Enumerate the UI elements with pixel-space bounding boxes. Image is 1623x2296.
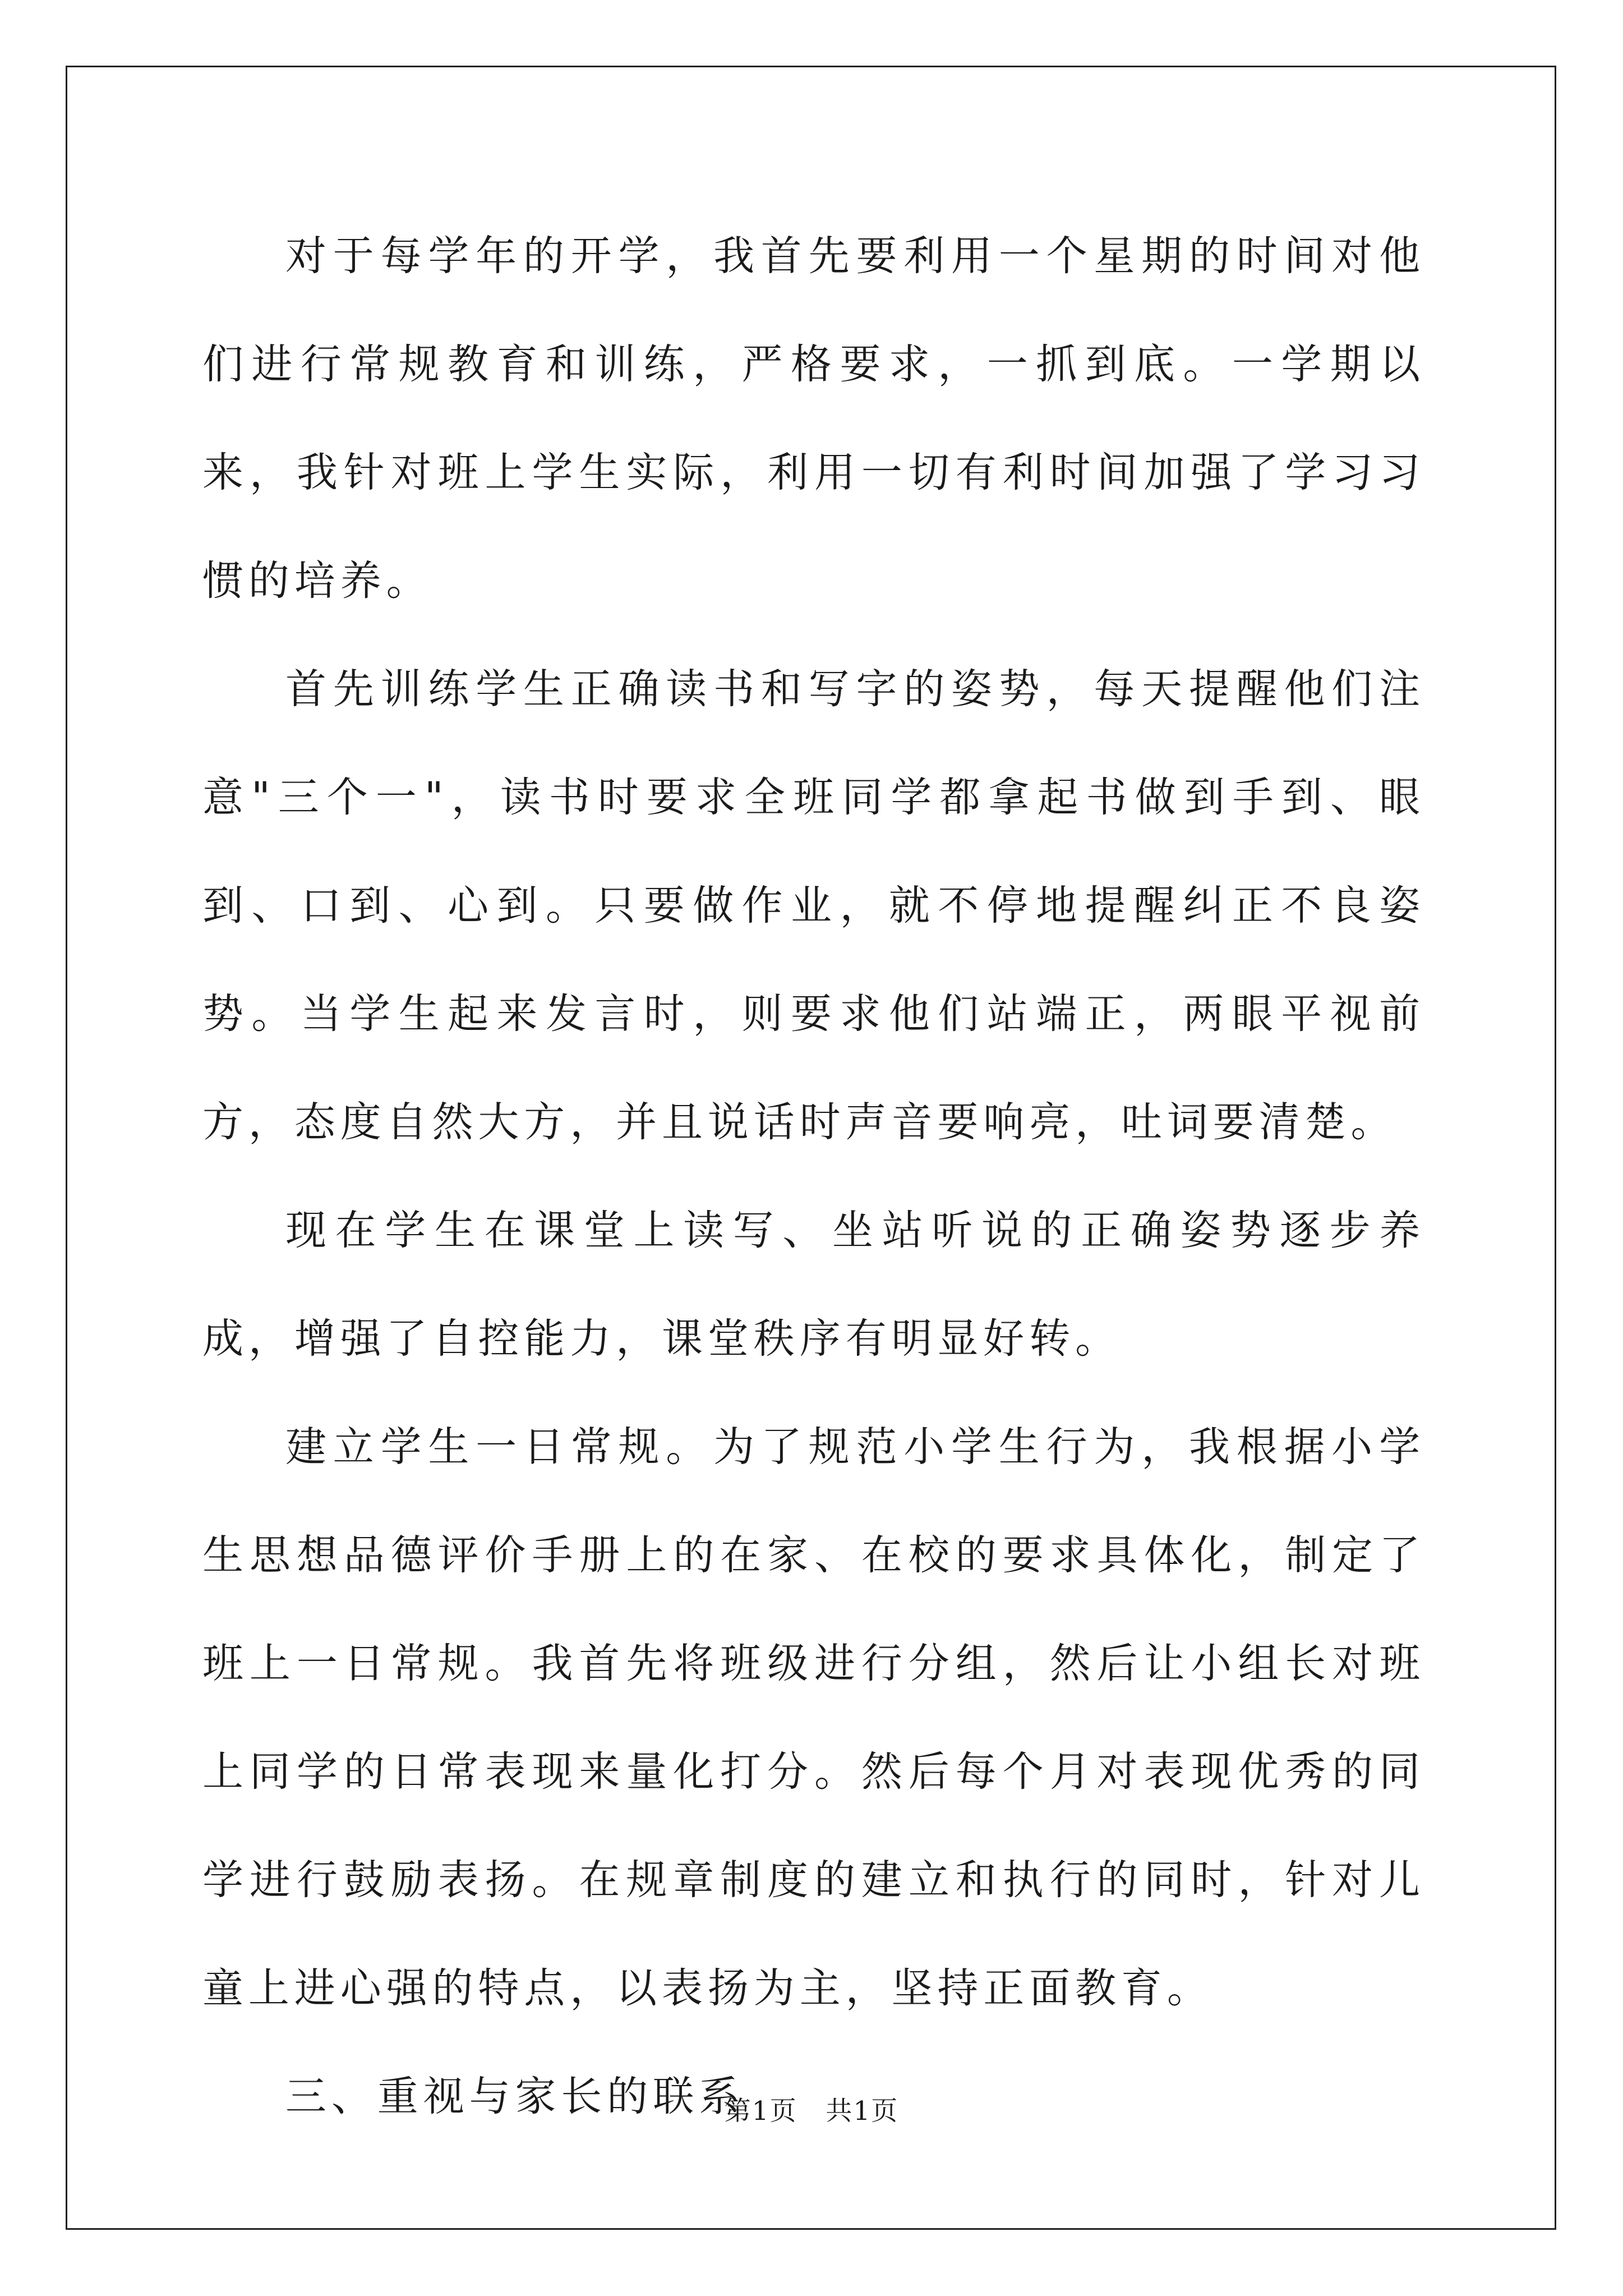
page-footer — [0, 2095, 1623, 2128]
document-body — [202, 202, 1425, 2151]
paragraph-3: 现在学生在课堂上读写、坐站听说的正确姿势逐步养成，增强了自控能力，课堂秩序有明显好转。 — [202, 1207, 1425, 1363]
page-total: 共1页 — [826, 2096, 899, 2127]
paragraph-4: 建立学生一日常规。为了规范小学生行为，我根据小学生思想品德评价手册上的在家、在校的要求具体化，制定了班上一日常规。我首先将班级进行分组，然后让小组长对班上同学的日常表现来量化打分。然后每个月对表现优秀的同学进行鼓励表扬。在规章制度的建立和执行的同时，针对儿童上进心强的特点，以表扬为主，坚持正面教育。 — [202, 1423, 1425, 2012]
section-heading: 三、重视与家长的联系 — [285, 2073, 745, 2120]
paragraph-2: 首先训练学生正确读书和写字的姿势，每天提醒他们注意"三个一"，读书时要求全班同学都拿起书做到手到、眼到、口到、心到。只要做作业，就不停地提醒纠正不良姿势。当学生起来发言时，则要求他们站端正，两眼平视前方，态度自然大方，并且说话时声音要响亮，吐词要清楚。 — [202, 665, 1425, 1146]
page-number: 第1页 — [724, 2096, 797, 2127]
paragraph-1: 对于每学年的开学，我首先要利用一个星期的时间对他们进行常规教育和训练，严格要求，一抓到底。一学期以来，我针对班上学生实际，利用一切有利时间加强了学习习惯的培养。 — [202, 232, 1425, 605]
